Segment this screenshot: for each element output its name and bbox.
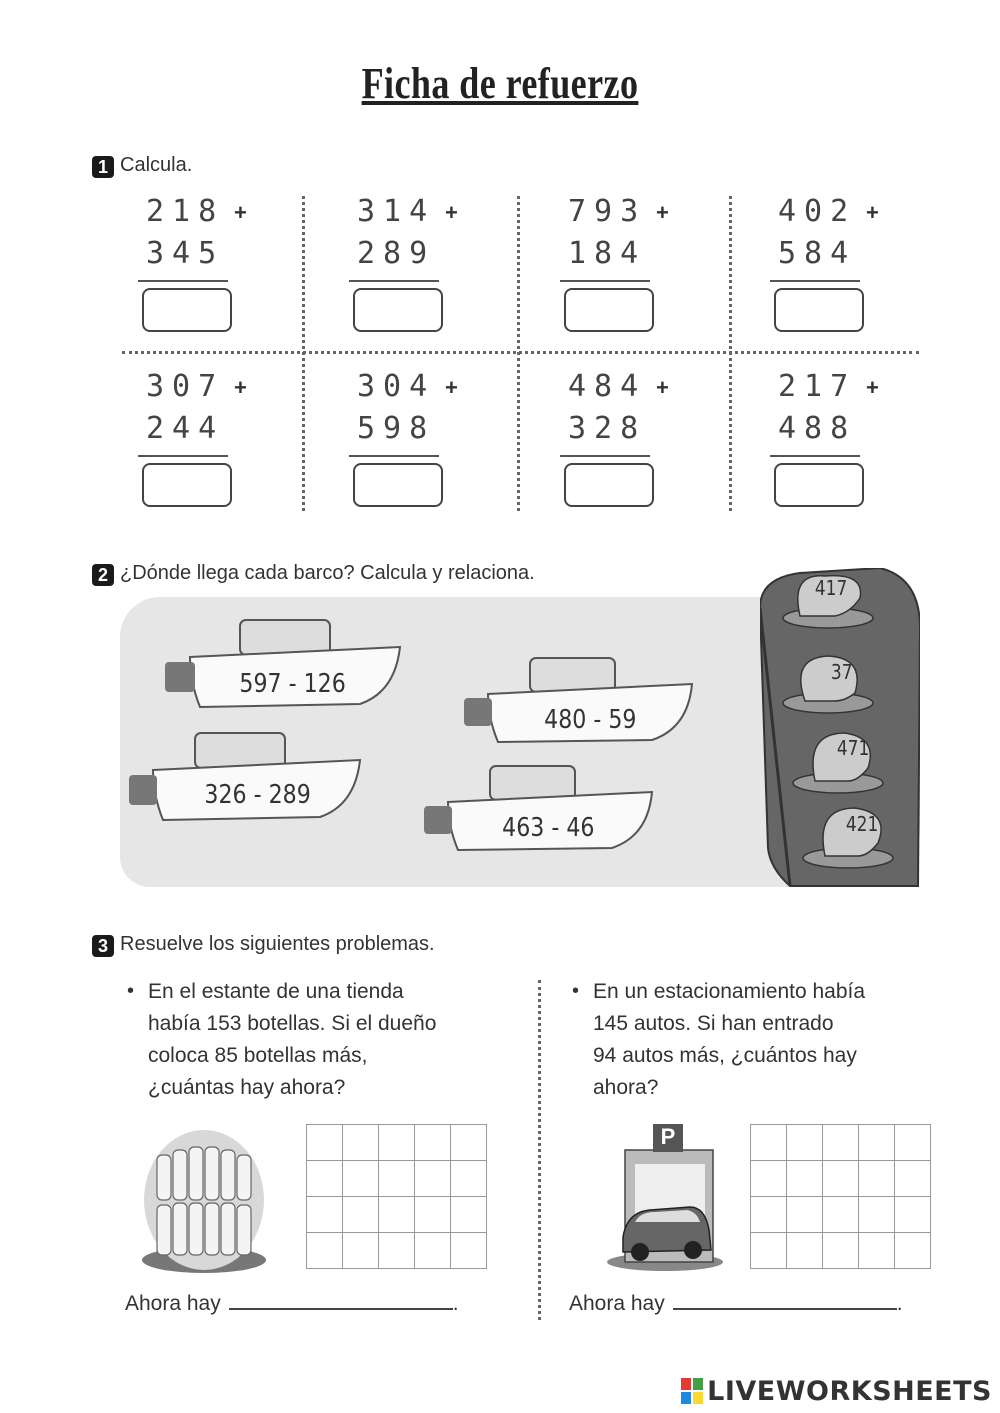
addend-2: 184: [568, 236, 647, 271]
section-1-title: Calcula.: [120, 154, 193, 176]
answer-box[interactable]: [142, 288, 232, 332]
problem-line: En un estacionamiento había: [593, 980, 866, 1003]
sum-problem: [122, 367, 332, 537]
addend-2: 328: [568, 411, 647, 446]
answer-end: .: [452, 1292, 459, 1315]
section-3-title: Resuelve los siguientes problemas.: [120, 933, 435, 955]
addend-2: 244: [146, 411, 225, 446]
brand-logo: [681, 1376, 992, 1407]
plus-sign: +: [656, 375, 669, 400]
answer-line: [569, 1290, 903, 1316]
sum-line: [349, 455, 439, 457]
section-1-heading: [92, 154, 192, 178]
sum-line: [560, 280, 650, 282]
addend-2: 488: [778, 411, 857, 446]
answer-box[interactable]: [774, 463, 864, 507]
boat-operation: 597 - 126: [239, 669, 346, 699]
brand-text: LIVEWORKSHEETS: [707, 1376, 992, 1407]
addend-1: 217: [778, 369, 857, 404]
boat-icon: [125, 725, 365, 825]
sum-problem: [544, 192, 754, 362]
sum-problem: [754, 367, 964, 537]
bollard-number: 37: [830, 660, 853, 684]
bollard-number: 417: [814, 576, 848, 600]
work-grid[interactable]: [750, 1124, 931, 1269]
addend-2: 584: [778, 236, 857, 271]
problem-line: coloca 85 botellas más,: [148, 1044, 368, 1067]
sum-line: [349, 280, 439, 282]
sum-problem: [122, 192, 332, 362]
answer-box[interactable]: [353, 288, 443, 332]
plus-sign: +: [234, 200, 247, 225]
problems-divider: [538, 980, 541, 1320]
problem-1-text: [148, 976, 436, 1104]
boat-operation: 463 - 46: [502, 813, 595, 843]
section-2-number: 2: [92, 564, 114, 586]
sum-problem: [754, 192, 964, 362]
sum-line: [138, 455, 228, 457]
sum-line: [560, 455, 650, 457]
section-3-number: 3: [92, 935, 114, 957]
sum-line: [770, 455, 860, 457]
answer-box[interactable]: [774, 288, 864, 332]
addend-1: 402: [778, 194, 857, 229]
plus-sign: +: [866, 200, 879, 225]
problem-line: había 153 botellas. Si el dueño: [148, 1012, 437, 1035]
section-2-title: ¿Dónde llega cada barco? Calcula y relaciona.: [120, 562, 535, 584]
bottles-icon: [137, 1125, 272, 1275]
addend-1: 304: [357, 369, 436, 404]
liveworksheets-icon: [681, 1378, 703, 1404]
problem-line: ahora?: [593, 1076, 659, 1099]
answer-box[interactable]: [353, 463, 443, 507]
addend-2: 289: [357, 236, 436, 271]
addend-2: 345: [146, 236, 225, 271]
problem-line: 145 autos. Si han entrado: [593, 1012, 834, 1035]
sum-line: [770, 280, 860, 282]
sum-line: [138, 280, 228, 282]
work-grid[interactable]: [306, 1124, 487, 1269]
plus-sign: +: [866, 375, 879, 400]
bollard-number: 471: [836, 736, 870, 760]
addend-1: 307: [146, 369, 225, 404]
addend-1: 793: [568, 194, 647, 229]
answer-box[interactable]: [564, 288, 654, 332]
dock-icon: [760, 568, 920, 888]
boat-operation: 326 - 289: [204, 780, 311, 810]
answer-label: Ahora hay: [125, 1292, 221, 1315]
section-2-heading: [92, 562, 535, 586]
section-1-number: 1: [92, 156, 114, 178]
parking-sign: P: [660, 1124, 676, 1149]
plus-sign: +: [445, 375, 458, 400]
answer-blank[interactable]: [673, 1290, 897, 1310]
sum-problem: [544, 367, 754, 537]
answer-label: Ahora hay: [569, 1292, 665, 1315]
answer-line: [125, 1290, 459, 1316]
page-title: Ficha de refuerzo: [361, 59, 639, 108]
answer-box[interactable]: [564, 463, 654, 507]
answer-end: .: [896, 1292, 903, 1315]
addend-2: 598: [357, 411, 436, 446]
plus-sign: +: [656, 200, 669, 225]
sum-problem: [333, 192, 543, 362]
problem-line: ¿cuántas hay ahora?: [148, 1076, 346, 1099]
sum-problem: [333, 367, 543, 537]
bollard-number: 421: [845, 812, 879, 836]
bullet: •: [127, 980, 135, 1002]
plus-sign: +: [234, 375, 247, 400]
problem-2-text: [593, 976, 865, 1104]
answer-box[interactable]: [142, 463, 232, 507]
addend-1: 314: [357, 194, 436, 229]
problem-line: 94 autos más, ¿cuántos hay: [593, 1044, 857, 1067]
addend-1: 218: [146, 194, 225, 229]
boat-operation: 480 - 59: [544, 705, 637, 735]
problem-line: En el estante de una tienda: [148, 980, 404, 1003]
answer-blank[interactable]: [229, 1290, 453, 1310]
addend-1: 484: [568, 369, 647, 404]
plus-sign: +: [445, 200, 458, 225]
section-3-heading: [92, 933, 435, 957]
bullet: •: [572, 980, 580, 1002]
